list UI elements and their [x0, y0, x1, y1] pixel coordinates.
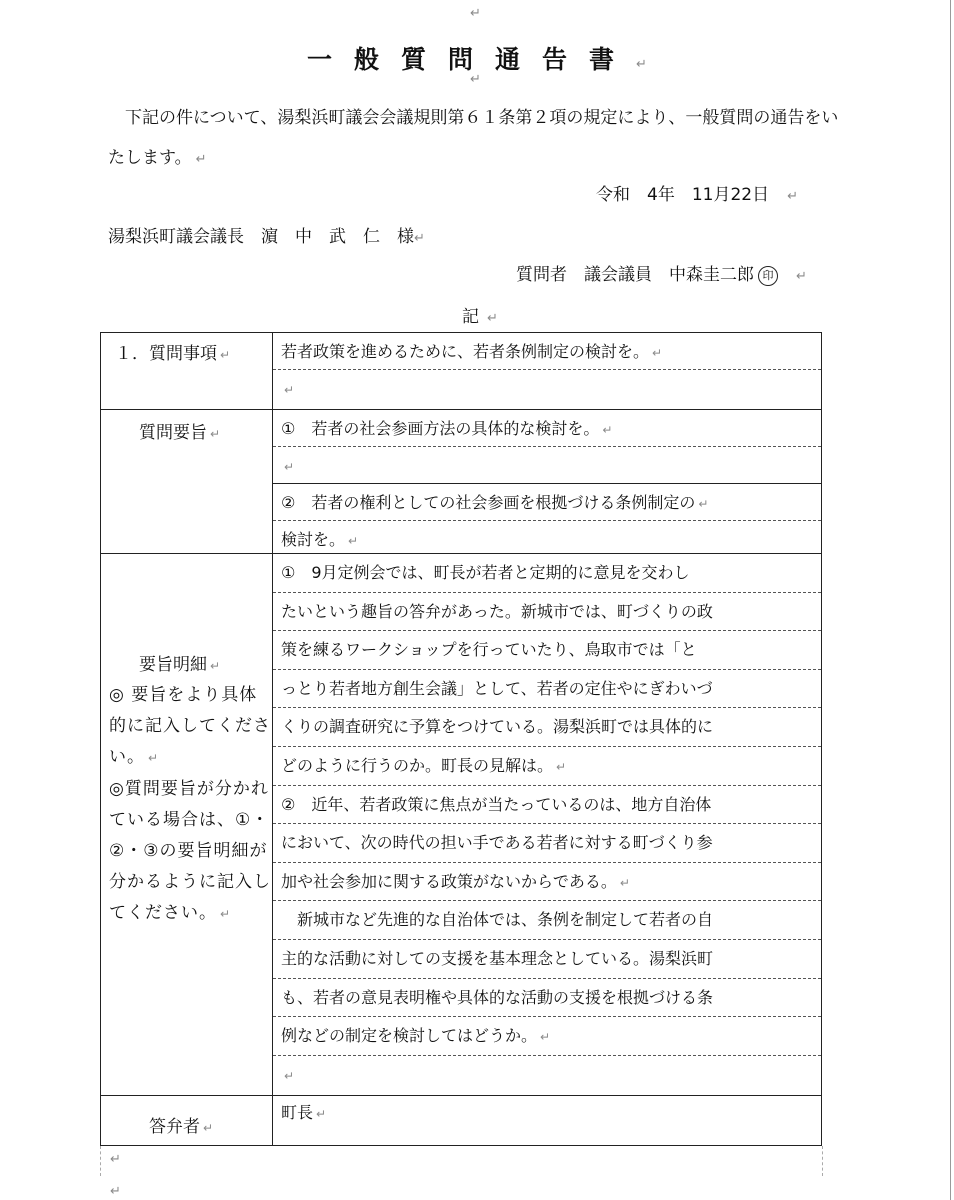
respondent-value: 町長 ↵	[281, 1103, 327, 1122]
ki-heading	[462, 302, 498, 327]
respondent-label: 答弁者 ↵	[149, 1117, 214, 1137]
detail-line: ↵	[284, 1068, 295, 1083]
detail-line: 策を練るワークショップを行っていたり、鳥取市では「と	[273, 631, 821, 670]
detail-line: くりの調査研究に予算をつけている。湯梨浜町では具体的に	[273, 708, 821, 747]
detail-line: どのように行うのか。町長の見解は。 ↵	[273, 747, 821, 786]
ki-text: 記	[462, 307, 479, 327]
item-line: ↵	[284, 383, 295, 397]
questioner-text: 質問者 議会議員 中森圭二郎	[516, 265, 754, 285]
detail-line: 例などの制定を検討してはどうか。 ↵	[273, 1017, 821, 1056]
detail-line: ① 9月定例会では、町長が若者と定期的に意見を交わし	[273, 554, 821, 593]
addressee	[108, 222, 425, 247]
addressee-text: 湯梨浜町議会議長 濵 中 武 仁 様	[108, 227, 414, 247]
summary-label: 質問要旨 ↵	[139, 423, 221, 443]
date-text: 令和 4年 11月22日	[596, 185, 770, 205]
summary-line: 検討を。 ↵	[281, 530, 359, 549]
detail-line: 加や社会参加に関する政策がないからである。 ↵	[273, 863, 821, 902]
paragraph-mark: ↵	[787, 189, 798, 204]
paragraph-mark: ↵	[487, 311, 498, 326]
paragraph-mark: ↵	[110, 1184, 121, 1199]
paragraph-mark: ↵	[796, 269, 807, 284]
paragraph-mark: ↵	[110, 1152, 121, 1167]
page-edge	[950, 0, 951, 1200]
intro-paragraph	[108, 98, 848, 180]
detail-note-2: ◎質問要旨が分かれている場合は、①・②・③の要旨明細が分かるように記入してください。 ↵	[109, 779, 271, 923]
item-line: 若者政策を進めるために、若者条例制定の検討を。 ↵	[273, 333, 821, 370]
paragraph-mark: ↵	[636, 57, 647, 72]
detail-content-cell	[273, 554, 821, 1094]
detail-notes	[109, 680, 271, 930]
detail-line: 新城市など先進的な自治体では、条例を制定して若者の自	[273, 901, 821, 940]
document-title-text: 一般質問通告書	[307, 45, 637, 74]
summary-line: ① 若者の社会参画方法の具体的な検討を。 ↵	[273, 410, 821, 447]
summary-content-cell	[273, 410, 821, 558]
detail-line: 主的な活動に対しての支援を基本理念としている。湯梨浜町	[273, 940, 821, 979]
item-label: １．質問事項 ↵	[115, 344, 231, 364]
summary-line: ↵	[273, 447, 821, 484]
detail-note-1: ◎ 要旨をより具体的に記入してください。 ↵	[109, 685, 271, 767]
paragraph-mark: ↵	[414, 231, 425, 246]
paragraph-mark: ↵	[470, 72, 481, 87]
detail-label: 要旨明細 ↵	[139, 655, 221, 675]
paragraph-mark: ↵	[470, 6, 481, 21]
document-title	[0, 40, 954, 76]
detail-label-cell	[101, 554, 273, 1095]
item-label-cell	[101, 333, 273, 409]
detail-line: っとり若者地方創生会議」として、若者の定住やにぎわいづ	[273, 670, 821, 709]
intro-text: 下記の件について、湯梨浜町議会会議規則第６１条第２項の規定により、一般質問の通告をいたします。	[108, 108, 839, 168]
respondent-label-cell	[101, 1096, 273, 1145]
margin-guide	[100, 1146, 101, 1176]
question-table	[100, 332, 822, 1146]
detail-line: も、若者の意見表明権や具体的な活動の支援を根拠づける条	[273, 979, 821, 1018]
summary-label-cell	[101, 410, 273, 553]
detail-line: ② 近年、若者政策に焦点が当たっているのは、地方自治体	[273, 786, 821, 825]
paragraph-mark: ↵	[195, 152, 207, 167]
document-date	[596, 180, 798, 205]
detail-line: たいという趣旨の答弁があった。新城市では、町づくりの政	[273, 593, 821, 632]
seal-stamp: 印	[758, 266, 778, 286]
questioner	[516, 260, 807, 286]
summary-line: ② 若者の権利としての社会参画を根拠づける条例制定の ↵	[273, 484, 821, 521]
detail-line: において、次の時代の担い手である若者に対する町づくり参	[273, 824, 821, 863]
margin-guide	[822, 1146, 823, 1176]
respondent-content-cell	[273, 1096, 821, 1133]
item-content-cell	[273, 333, 821, 407]
